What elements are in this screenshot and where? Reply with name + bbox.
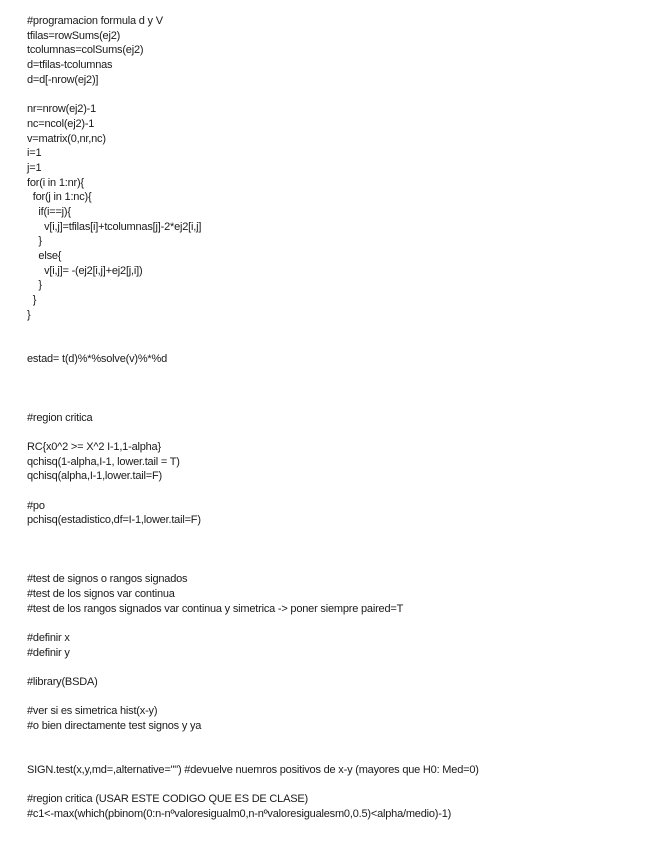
code-line: d=tfilas-tcolumnas <box>27 59 113 72</box>
code-line: tcolumnas=colSums(ej2) <box>27 44 144 57</box>
code-line: j=1 <box>27 161 42 174</box>
code-line: RC{x0^2 >= X^2 I-1,1-alpha} <box>27 440 161 453</box>
code-text-block <box>27 14 647 822</box>
code-line: #test de signos o rangos signados <box>27 573 188 586</box>
code-line <box>27 322 647 337</box>
code-line: tfilas=rowSums(ej2) <box>27 29 121 42</box>
code-line: v[i,j]= -(ej2[i,j]+ej2[j,i]) <box>27 264 143 277</box>
code-line: if(i==j){ <box>27 205 71 218</box>
code-line: #programacion formula d y V <box>27 15 163 27</box>
code-line <box>27 748 647 763</box>
code-line <box>27 734 647 749</box>
code-line: #test de los rangos signados var continua y simetrica -> poner siempre paired=T <box>27 602 404 615</box>
code-line: } <box>27 294 37 307</box>
code-line: #region critica <box>27 411 93 424</box>
code-line <box>27 528 647 543</box>
code-line: } <box>27 235 42 248</box>
code-line: for(j in 1:nc){ <box>27 191 92 204</box>
code-line: } <box>27 308 31 321</box>
code-line: #definir x <box>27 631 70 644</box>
code-line: v[i,j]=tfilas[i]+tcolumnas[j]-2*ej2[i,j] <box>27 220 202 233</box>
code-line: SIGN.test(x,y,md=,alternative="") #devuelve nuemros positivos de x-y (mayores que H0: Med=0) <box>27 764 479 777</box>
code-line <box>27 543 647 558</box>
code-line: qchisq(alpha,I-1,lower.tail=F) <box>27 470 162 483</box>
code-line: nc=ncol(ej2)-1 <box>27 117 95 130</box>
code-line <box>27 381 647 396</box>
code-line <box>27 367 647 382</box>
code-line: for(i in 1:nr){ <box>27 176 84 189</box>
code-line <box>27 690 647 705</box>
code-line: #po <box>27 499 45 512</box>
code-line: #region critica (USAR ESTE CODIGO QUE ES DE CLASE) <box>27 793 308 806</box>
code-line: else{ <box>27 250 62 262</box>
code-line: #library(BSDA) <box>27 675 98 688</box>
code-line <box>27 484 647 499</box>
code-line: #ver si es simetrica hist(x-y) <box>27 705 158 718</box>
code-line <box>27 87 647 102</box>
code-line <box>27 660 647 675</box>
code-line: qchisq(1-alpha,I-1, lower.tail = T) <box>27 455 180 468</box>
code-line <box>27 337 647 352</box>
code-line <box>27 425 647 440</box>
code-line: d=d[-nrow(ej2)] <box>27 73 99 86</box>
code-line: #definir y <box>27 646 70 659</box>
code-line: i=1 <box>27 147 42 160</box>
code-line: v=matrix(0,nr,nc) <box>27 132 106 145</box>
code-line: #o bien directamente test signos y ya <box>27 720 202 732</box>
code-line: pchisq(estadistico,df=I-1,lower.tail=F) <box>27 514 201 527</box>
code-line: estad= t(d)%*%solve(v)%*%d <box>27 352 167 365</box>
code-line <box>27 778 647 793</box>
code-line: } <box>27 279 42 292</box>
code-line <box>27 616 647 631</box>
code-line: #test de los signos var continua <box>27 587 175 600</box>
code-line: #c1<-max(which(pbinom(0:n-nºvaloresigualm0,n-nºvaloresigualesm0,0.5)<alpha/medio)-1) <box>27 808 452 821</box>
code-line <box>27 557 647 572</box>
code-line: nr=nrow(ej2)-1 <box>27 103 97 116</box>
code-line <box>27 396 647 411</box>
